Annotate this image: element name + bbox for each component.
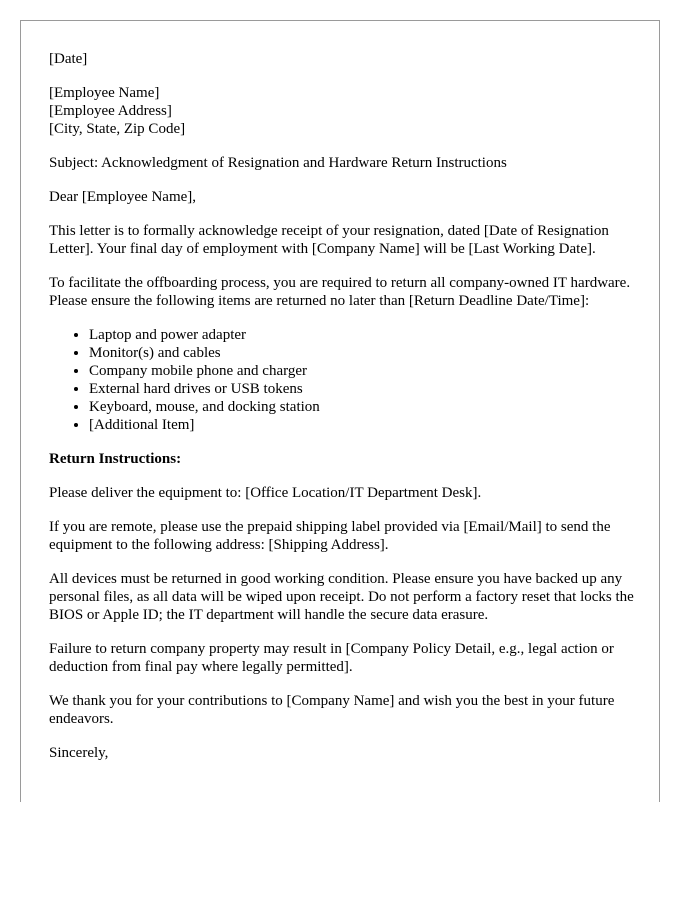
paragraph-device-condition: All devices must be returned in good working condition. Please ensure you have backed up any personal files, as all data will be wiped upon receipt. Do not perform a factory reset that locks the BIOS or Apple ID; the IT department will handle the secure data erasure. (49, 571, 634, 623)
list-item: • Company mobile phone and charger (89, 362, 639, 380)
list-item: • [Additional Item] (89, 416, 639, 434)
list-item: • Keyboard, mouse, and docking station (89, 398, 639, 416)
recipient-name: [Employee Name] (49, 85, 160, 101)
return-instructions-heading: Return Instructions: (49, 451, 182, 467)
recipient-address: [Employee Address] (49, 103, 172, 119)
letter-date: [Date] (49, 51, 88, 67)
paragraph-delivery: Please deliver the equipment to: [Office Location/IT Department Desk]. (49, 485, 482, 501)
paragraph-failure-policy: Failure to return company property may result in [Company Policy Detail, e.g., legal action or deduction from final pay where legally permitted]. (49, 641, 614, 675)
letter-subject: Subject: Acknowledgment of Resignation and Hardware Return Instructions (49, 155, 507, 171)
hardware-list (49, 326, 639, 434)
recipient-city-state-zip: [City, State, Zip Code] (49, 121, 186, 137)
letter-closing: Sincerely, (49, 745, 109, 761)
paragraph-offboarding: To facilitate the offboarding process, you are required to return all company-owned IT hardware. Please ensure the following items are returned no later than [Return Deadline Date/Time]: (49, 275, 631, 309)
paragraph-acknowledgment: This letter is to formally acknowledge receipt of your resignation, dated [Date of Resignation Letter]. Your final day of employment with [Company Name] will be [Last Working Date]. (49, 223, 609, 257)
paragraph-thanks: We thank you for your contributions to [Company Name] and wish you the best in your future endeavors. (49, 693, 615, 727)
list-item: • Laptop and power adapter (89, 326, 639, 344)
list-item: • External hard drives or USB tokens (89, 380, 639, 398)
letter-salutation: Dear [Employee Name], (49, 189, 197, 205)
letter-page (20, 20, 660, 802)
paragraph-remote-shipping: If you are remote, please use the prepaid shipping label provided via [Email/Mail] to send the equipment to the following address: [Shipping Address]. (49, 519, 611, 553)
recipient-block (49, 84, 639, 138)
list-item: • Monitor(s) and cables (89, 344, 639, 362)
